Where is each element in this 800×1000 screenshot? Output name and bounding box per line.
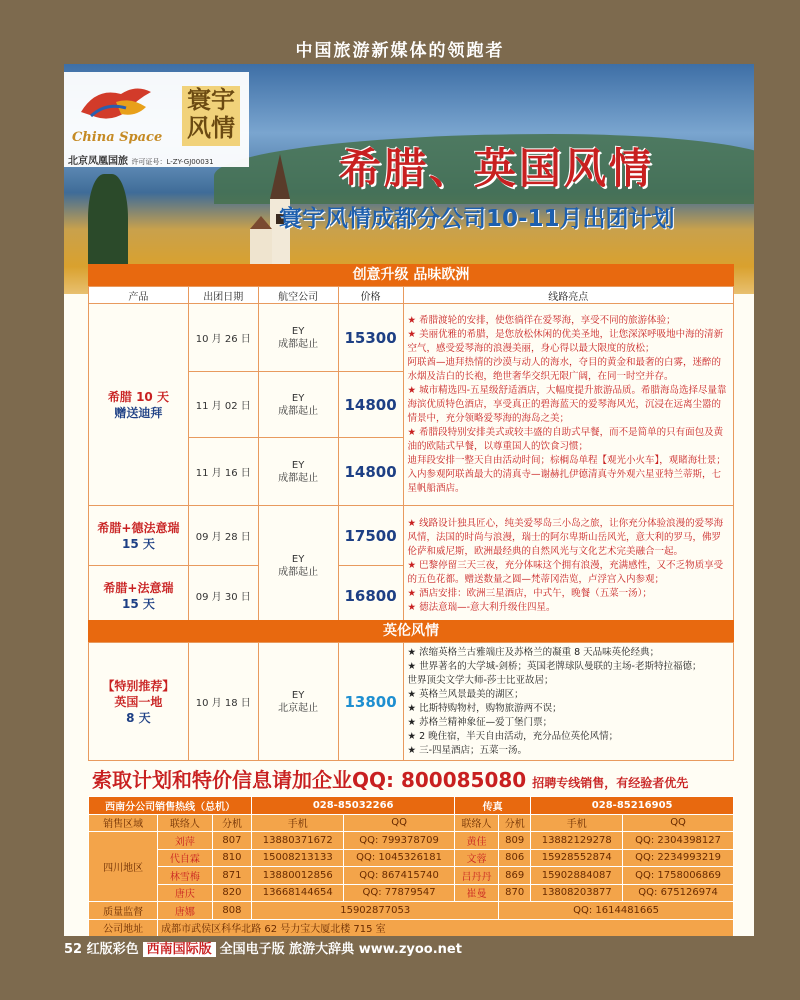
price: 13800 [338,643,403,761]
address-row [89,919,734,936]
logo-agency: 北京凤凰国旅 许可证号：L-ZY-GJ00031 [68,156,214,167]
extension: 809 [499,832,531,850]
price: 14800 [338,372,403,438]
departure-date: 11 月 16 日 [188,438,258,506]
col-header: 产品 [89,287,189,304]
page-label: 52 红版彩色 [64,942,139,957]
departure-date: 09 月 30 日 [188,566,258,626]
section-header-uk: 英伦风情 [88,620,734,642]
airline: EY 成都起止 [258,506,338,626]
contact-name: 唐庆 [158,884,212,902]
contact-name: 林雪梅 [158,867,212,885]
top-banner [0,0,800,64]
mobile: 15902884087 [531,867,623,885]
departure-date: 10 月 18 日 [188,643,258,761]
col-header: 手机 [252,814,344,832]
qq: QQ: 1614481665 [499,902,734,920]
qq: QQ: 1758006869 [623,867,734,885]
horse-logo-icon [76,82,171,126]
price: 15300 [338,304,403,372]
table-row [89,506,734,566]
fax-label: 传真 [454,797,530,815]
extension: 807 [212,832,252,850]
uk-table [88,642,734,761]
airline: EY 北京起止 [258,643,338,761]
qq: QQ: 1045326181 [344,849,455,867]
qq: QQ: 77879547 [344,884,455,902]
contact-name: 黄佳 [454,832,498,850]
hero-image [64,64,754,294]
license-number: 许可证号：L-ZY-GJ00031 [131,158,214,166]
mobile: 15008213133 [252,849,344,867]
qq: QQ: 867415740 [344,867,455,885]
mobile: 13880012856 [252,867,344,885]
departure-date: 09 月 28 日 [188,506,258,566]
contact-row [89,849,734,867]
extension: 869 [499,867,531,885]
qq-contact-text: 索取计划和特价信息请加企业QQ: 800085080 [92,768,527,792]
qq: QQ: 2234993219 [623,849,734,867]
contact-name: 吕丹丹 [454,867,498,885]
logo-chinese: 寰宇风情 [182,86,240,146]
qq: QQ: 675126974 [623,884,734,902]
qq: QQ: 799378709 [344,832,455,850]
company-address: 成都市武侯区科华北路 62 号力宝大厦北楼 715 室 [158,919,734,936]
product-greece: 希腊 10 天 赠送迪拜 [89,304,189,506]
col-header: 销售区域 [89,814,158,832]
product-uk: 【特别推荐】 英国一地 8 天 [89,643,189,761]
mobile: 13808203877 [531,884,623,902]
airline: EY 成都起止 [258,304,338,372]
hotline-row [89,797,734,815]
col-header: 分机 [499,814,531,832]
price: 14800 [338,438,403,506]
europe-table [88,286,734,626]
extension: 820 [212,884,252,902]
route-highlights-combo: ★ 线路设计独具匠心，纯美爱琴岛三小岛之旅，让你充分体验浪漫的爱琴海风情，法国的时尚与浪漫，瑞士的阿尔卑斯山岳风光，意大利的罗马，佛罗伦萨和威尼斯，欧洲最经典的自然风光与文化艺术完美融合一起。 ★ 巴黎停留三天三夜，充分体味这个拥有浪漫，充满感性，又不乏物质享受的五色花都。赠送数量之圆—梵蒂冈浩览，卢浮宫入内参观； ★ 酒店安排：欧洲三星酒店，中式午，晚餐（五菜一汤）； ★ 德法意瑞—-意大利升级住四星。 [403,506,733,626]
airline: EY 成都起止 [258,438,338,506]
slogan: 中国旅游新媒体的领跑者 [295,41,505,61]
col-header: 分机 [212,814,252,832]
col-header: 联络人 [454,814,498,832]
col-header: 价格 [338,287,403,304]
departure-date: 10 月 26 日 [188,304,258,372]
hotline-number: 028-85032266 [252,797,455,815]
contact-name: 代自霖 [158,849,212,867]
extension: 870 [499,884,531,902]
flyer-page [64,64,754,936]
col-header: QQ [344,814,455,832]
logo-english: China Space [72,130,163,145]
call-to-action [92,764,688,793]
mobile: 13668144654 [252,884,344,902]
departure-date: 11 月 02 日 [188,372,258,438]
col-header: 手机 [531,814,623,832]
region: 四川地区 [89,832,158,902]
route-highlights-uk: ★ 浓缩英格兰古雅端庄及苏格兰的凝重 8 天品味英伦经典； ★ 世界著名的大学城-剑桥；英国老牌球队曼联的主场-老斯特拉福德； 世界顶尖文学大师-莎士比亚故居； ★ 英格兰风景最美的湖区； ★ 比斯特购物村，购物旅游两不误； ★ 苏格兰精神象征—爱丁堡门票； ★ 2 晚住宿，半天自由活动，充分品位英伦风情； ★ 三-四星酒店；五菜一汤。 [403,643,733,761]
quality-label: 质量监督 [89,902,158,920]
price: 17500 [338,506,403,566]
col-header: 联络人 [158,814,212,832]
footer [64,936,754,964]
mobile: 13882129278 [531,832,623,850]
table-header-row [89,287,734,304]
mobile: 15902877053 [252,902,499,920]
section-header-europe: 创意升级 品味欧洲 [88,264,734,286]
contact-name: 唐娜 [158,902,212,920]
mobile: 15928552874 [531,849,623,867]
footer-text: 全国电子版 旅游大辞典 www.zyoo.net [219,942,462,957]
extension: 810 [212,849,252,867]
contact-name: 崔曼 [454,884,498,902]
contact-table [88,796,734,936]
table-row [89,643,734,761]
mobile: 13880371672 [252,832,344,850]
contact-name: 文蓉 [454,849,498,867]
extension: 871 [212,867,252,885]
company-logo [64,72,249,167]
quality-row [89,902,734,920]
product-combo: 希腊+法意瑞 15 天 [89,566,189,626]
route-highlights-greece: ★ 希腊渡轮的安排，使您徜徉在爱琴海，享受不同的旅游体验； ★ 美丽优雅的希腊，是您放松休闲的优美圣地，让您深深呼吸地中海的清新空气，感受爱琴海的浪漫美丽，身心得以最大限度的放松； 阿联酋—迪拜热情的沙漠与动人的海水，夺目的黄金和最奢的白雾，迷醉的水烟及洁白的长袍，绝世奢华交织无限广阔，在同一时空并存。 ★ 城市精选四-五星级舒适酒店，大幅度提升旅游品质。希腊海岛选择尽量靠海滨优质特色酒店，享受真正的碧海蓝天的爱琴海风光，沉浸在远离尘嚣的情景中，充分领略爱琴海的海岛之美； ★ 希腊段特别安排美式或较丰盛的自助式早餐，而不是简单的只有面包及黄油的欧陆式早餐，以尊重国人的饮食习惯； 迪拜段安排一整天自由活动时间；棕榈岛单程【观光小火车】，观睹海壮景；入内参观阿联酋最大的清真寺—谢赫扎伊德清真寺外观六星亚特兰蒂斯，七星帆船酒店。 [403,304,733,506]
contact-header-row [89,814,734,832]
address-label: 公司地址 [89,919,158,936]
subtitle: 寰宇风情成都分公司10-11月出团计划 [279,206,675,232]
contact-row [89,867,734,885]
col-header: 出团日期 [188,287,258,304]
col-header: 航空公司 [258,287,338,304]
qq: QQ: 2304398127 [623,832,734,850]
extension: 806 [499,849,531,867]
contact-name: 刘萍 [158,832,212,850]
contact-row [89,884,734,902]
recruit-text: 招聘专线销售，有经验者优先 [532,776,689,790]
table-row [89,304,734,372]
price: 16800 [338,566,403,626]
col-header: 线路亮点 [403,287,733,304]
edition-tag: 西南国际版 [143,942,216,957]
contact-row [89,832,734,850]
main-title: 希腊、英国风情 [339,144,655,193]
product-combo: 希腊+德法意瑞 15 天 [89,506,189,566]
extension: 808 [212,902,252,920]
col-header: QQ [623,814,734,832]
fax-number: 028-85216905 [531,797,734,815]
hotline-label: 西南分公司销售热线（总机） [89,797,252,815]
airline: EY 成都起止 [258,372,338,438]
